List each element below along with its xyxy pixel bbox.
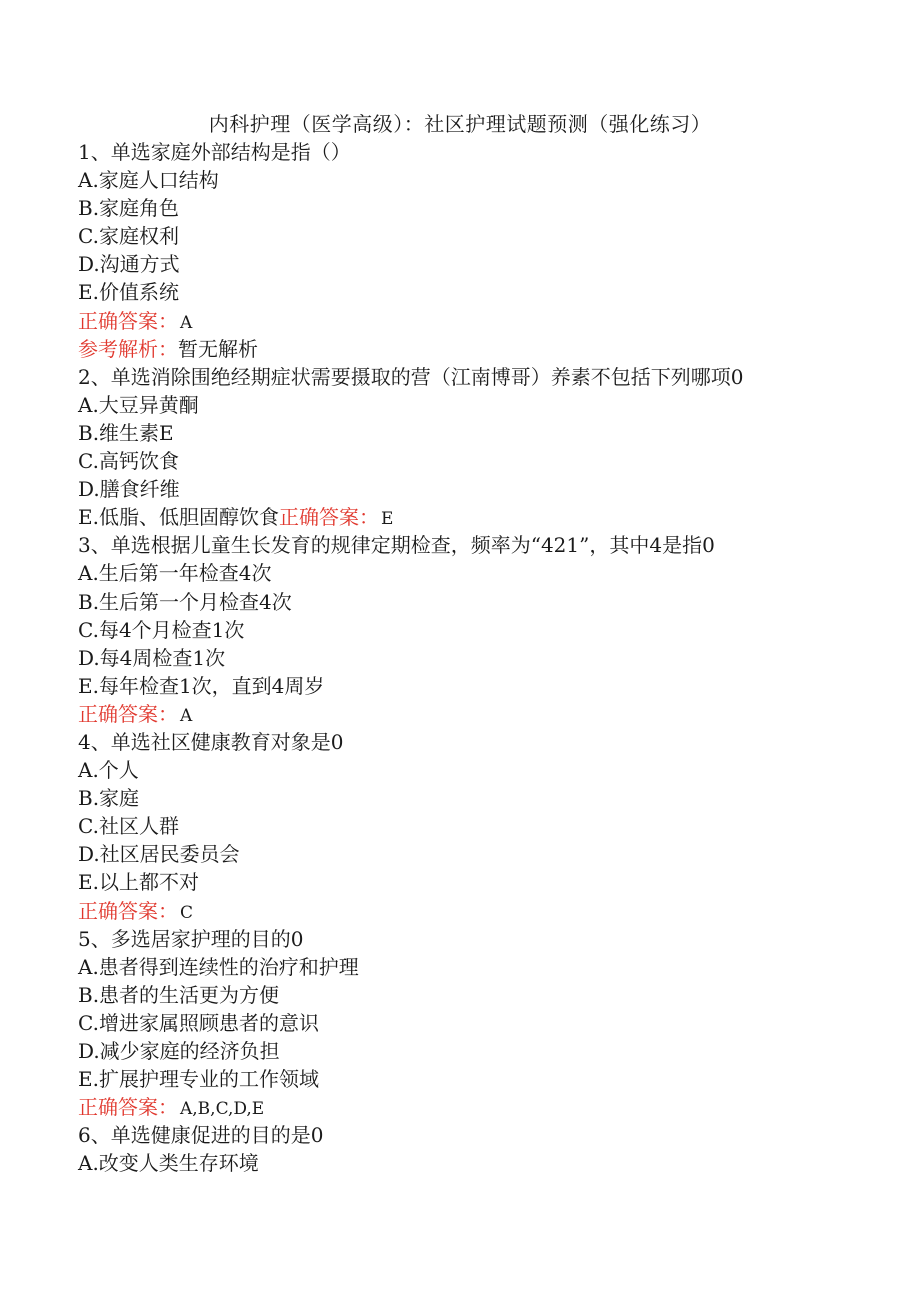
analysis-line xyxy=(78,335,898,363)
answer-label: 正确答案： xyxy=(78,1095,178,1120)
option-d: D.减少家庭的经济负担 xyxy=(78,1039,280,1063)
answer-label: 正确答案： xyxy=(278,505,379,530)
answer-label: 正确答案： xyxy=(78,898,178,923)
question-stem: 6、单选健康促进的目的是0 xyxy=(78,1123,324,1148)
answer-value: C xyxy=(180,902,194,923)
option-a: A.家庭人口结构 xyxy=(78,168,219,193)
option-e: E.价值系统 xyxy=(78,280,179,305)
option-e: E.低脂、低胆固醇饮食 xyxy=(78,505,279,530)
option-b: B.维生素E xyxy=(78,420,174,445)
option-b: B.家庭 xyxy=(78,786,140,811)
option-a: A.个人 xyxy=(78,758,139,783)
answer-label: 正确答案： xyxy=(78,308,178,333)
answer-line xyxy=(78,1093,898,1121)
question-stem: 4、单选社区健康教育对象是0 xyxy=(78,729,344,754)
option-d: D.膳食纤维 xyxy=(78,477,180,502)
option-a: A.生后第一年检查4次 xyxy=(78,561,272,586)
answer-label: 正确答案： xyxy=(78,701,178,726)
option-b: B.生后第一个月检查4次 xyxy=(78,589,292,614)
question-stem: 1、单选家庭外部结构是指（） xyxy=(78,140,351,164)
answer-value: A xyxy=(180,312,193,333)
option-d: D.社区居民委员会 xyxy=(78,842,240,867)
option-e-with-answer xyxy=(78,503,898,531)
option-e: E.扩展护理专业的工作领域 xyxy=(78,1067,319,1092)
question-stem: 5、多选居家护理的目的0 xyxy=(78,926,304,951)
analysis-value: 暂无解析 xyxy=(178,336,258,361)
answer-value: E xyxy=(380,509,394,530)
question-stem: 2、单选消除围绝经期症状需要摄取的营（江南博哥）养素不包括下列哪项0 xyxy=(78,364,744,389)
option-a: A.患者得到连续性的治疗和护理 xyxy=(78,954,359,979)
answer-line xyxy=(78,897,898,925)
option-b: B.家庭角色 xyxy=(78,196,180,221)
answer-line xyxy=(78,307,898,335)
option-a: A.改变人类生存环境 xyxy=(78,1151,259,1176)
option-a: A.大豆异黄酮 xyxy=(78,392,199,417)
option-d: D.沟通方式 xyxy=(78,252,180,277)
option-b: B.患者的生活更为方便 xyxy=(78,982,280,1007)
answer-value: A,B,C,D,E xyxy=(180,1099,265,1120)
option-c: C.家庭权利 xyxy=(78,224,179,249)
answer-value: A xyxy=(180,705,193,726)
question-list xyxy=(78,138,898,1177)
answer-line xyxy=(78,700,898,728)
option-d: D.每4周检查1次 xyxy=(78,645,226,670)
option-c: C.社区人群 xyxy=(78,814,179,839)
page-title: 内科护理（医学高级）：社区护理试题预测（强化练习） xyxy=(208,112,712,136)
option-e: E.每年检查1次，直到4周岁 xyxy=(78,673,325,698)
option-c: C.高钙饮食 xyxy=(78,449,179,474)
option-c: C.增进家属照顾患者的意识 xyxy=(78,1010,319,1035)
question-stem: 3、单选根据儿童生长发育的规律定期检查，频率为“421”，其中4是指0 xyxy=(78,533,715,558)
option-e: E.以上都不对 xyxy=(78,870,199,895)
option-c: C.每4个月检查1次 xyxy=(78,617,245,642)
analysis-label: 参考解析： xyxy=(78,336,178,361)
